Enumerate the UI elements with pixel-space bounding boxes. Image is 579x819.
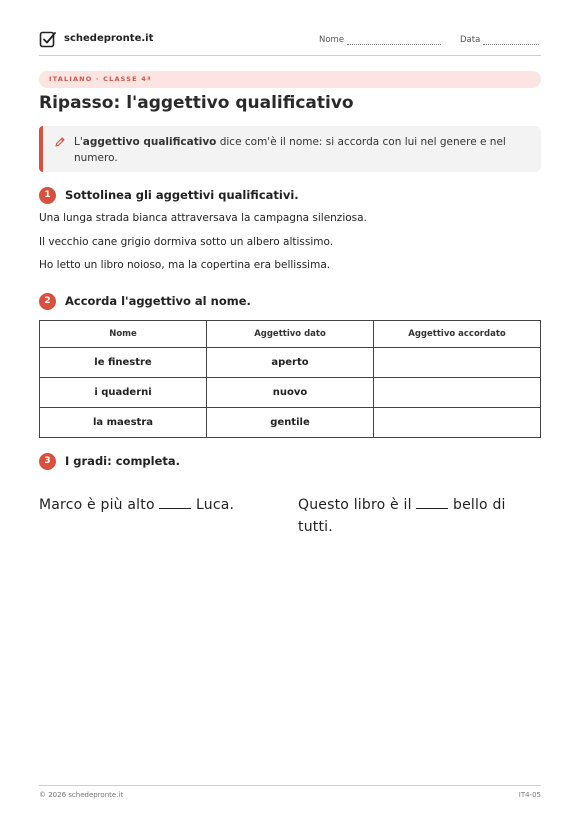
answer-blank[interactable] (159, 494, 191, 509)
date-field[interactable] (460, 35, 539, 45)
page-header (39, 30, 541, 50)
column-header: Nome (40, 321, 207, 348)
name-line (347, 36, 441, 45)
name-label: Nome (319, 35, 345, 45)
section-number: 1 (39, 187, 56, 204)
table-header-row (40, 321, 541, 348)
tip-prefix: L' (74, 136, 83, 148)
given-adjective-cell: gentile (207, 408, 374, 438)
fill-in-item-1 (39, 494, 279, 516)
given-adjective-cell: nuovo (207, 378, 374, 408)
category-pill (39, 71, 541, 88)
answer-blank[interactable] (416, 494, 448, 509)
category-label: ITALIANO · CLASSE 4ª (49, 75, 152, 83)
name-field[interactable] (319, 35, 441, 45)
item-text-before: Marco è più alto (39, 497, 160, 513)
header-divider (39, 55, 541, 56)
date-line (483, 36, 539, 45)
date-label: Data (460, 35, 481, 45)
sentence-1: Una lunga strada bianca attraversava la campagna silenziosa. (39, 212, 367, 224)
section-number: 3 (39, 453, 56, 470)
noun-cell: i quaderni (40, 378, 207, 408)
checklist-logo-icon (39, 30, 57, 48)
column-header: Aggettivo dato (207, 321, 374, 348)
footer-code: IT4-05 (518, 791, 541, 799)
section-title: Sottolinea gli aggettivi qualificativi. (65, 188, 299, 202)
section-number: 2 (39, 293, 56, 310)
page-title: Ripasso: l'aggettivo qualificativo (39, 93, 354, 113)
tip-rest: dice com'è il nome: si accorda con lui nel genere e nel numero. (74, 136, 506, 164)
table-row (40, 408, 541, 438)
given-adjective-cell: aperto (207, 348, 374, 378)
footer-copyright: © 2026 schedepronte.it (39, 791, 124, 799)
noun-cell: le finestre (40, 348, 207, 378)
item-text-before: Questo libro è il (298, 497, 417, 513)
section-title: I gradi: completa. (65, 454, 181, 468)
brand-name: schedepronte.it (64, 33, 154, 44)
column-header: Aggettivo accordato (374, 321, 541, 348)
answer-cell[interactable] (374, 408, 541, 438)
tip-accent-bar (39, 126, 43, 172)
adjective-table (39, 320, 541, 438)
fill-in-item-2 (298, 494, 538, 538)
sentence-3: Ho letto un libro noioso, ma la copertina era bellissima. (39, 259, 331, 271)
tip-text (74, 134, 524, 166)
noun-cell: la maestra (40, 408, 207, 438)
answer-cell[interactable] (374, 378, 541, 408)
table-row (40, 378, 541, 408)
sentence-2: Il vecchio cane grigio dormiva sotto un albero altissimo. (39, 236, 334, 248)
answer-cell[interactable] (374, 348, 541, 378)
tip-bold: aggettivo qualificativo (82, 136, 217, 148)
table-row (40, 348, 541, 378)
item-text-after: Luca. (191, 497, 235, 513)
section-title: Accorda l'aggettivo al nome. (65, 294, 251, 308)
footer-divider (39, 785, 541, 786)
tip-box (39, 126, 541, 172)
item-text-after: bello di tutti. (298, 497, 506, 535)
pencil-icon (54, 136, 66, 148)
